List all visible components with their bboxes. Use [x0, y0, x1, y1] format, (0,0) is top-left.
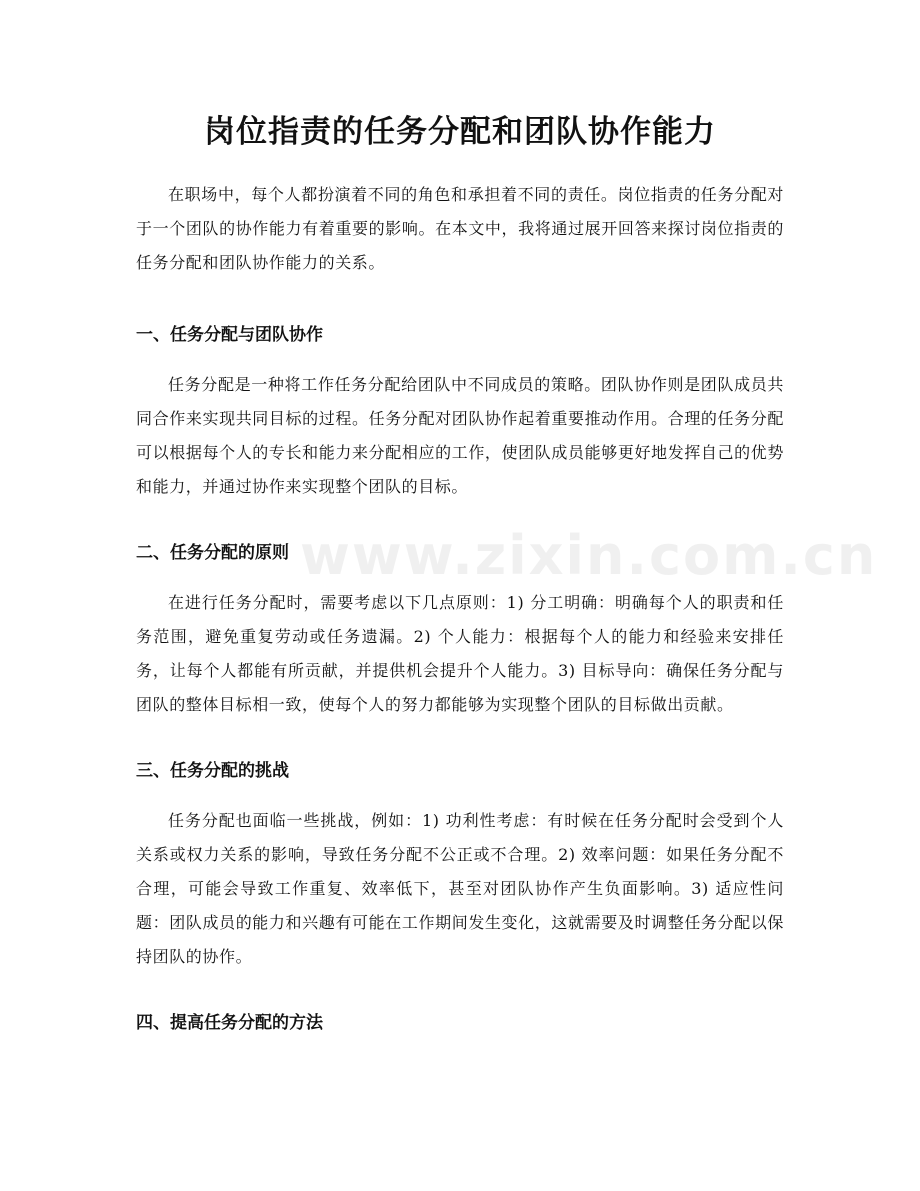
watermark: www.zixin.com.cn [300, 524, 878, 587]
section-1-paragraph: 任务分配是一种将工作任务分配给团队中不同成员的策略。团队协作则是团队成员共同合作来实现共同目标的过程。任务分配对团队协作起着重要推动作用。合理的任务分配可以根据每个人的专长和能力来分配相应的工作，使团队成员能够更好地发挥自己的优势和能力，并通过协作来实现整个团队的目标。 [136, 375, 784, 496]
document-title: 岗位指责的任务分配和团队协作能力 [204, 114, 716, 150]
section-2-paragraph: 在进行任务分配时，需要考虑以下几点原则：1) 分工明确：明确每个人的职责和任务范围，避免重复劳动或任务遗漏。2) 个人能力：根据每个人的能力和经验来安排任务，让每个人都能有所贡献，并提供机会提升个人能力。3) 目标导向：确保任务分配与团队的整体目标相一致，使每个人的努力都能够为实现整个团队的目标做出贡献。 [136, 593, 784, 714]
section-2-heading: 二、任务分配的原则 [136, 543, 289, 563]
section-3-heading: 三、任务分配的挑战 [136, 761, 289, 781]
section-1-heading: 一、任务分配与团队协作 [136, 325, 323, 345]
section-4-heading: 四、提高任务分配的方法 [136, 1013, 323, 1033]
document-body [136, 178, 878, 1038]
intro-paragraph: 在职场中，每个人都扮演着不同的角色和承担着不同的责任。岗位指责的任务分配对于一个团队的协作能力有着重要的影响。在本文中，我将通过展开回答来探讨岗位指责的任务分配和团队协作能力的关系。 [136, 185, 784, 272]
section-3-paragraph: 任务分配也面临一些挑战，例如：1) 功利性考虑：有时候在任务分配时会受到个人关系或权力关系的影响，导致任务分配不公正或不合理。2) 效率问题：如果任务分配不合理，可能会导致工作重复、效率低下，甚至对团队协作产生负面影响。3) 适应性问题：团队成员的能力和兴趣有可能在工作期间发生变化，这就需要及时调整任务分配以保持团队的协作。 [136, 811, 784, 966]
